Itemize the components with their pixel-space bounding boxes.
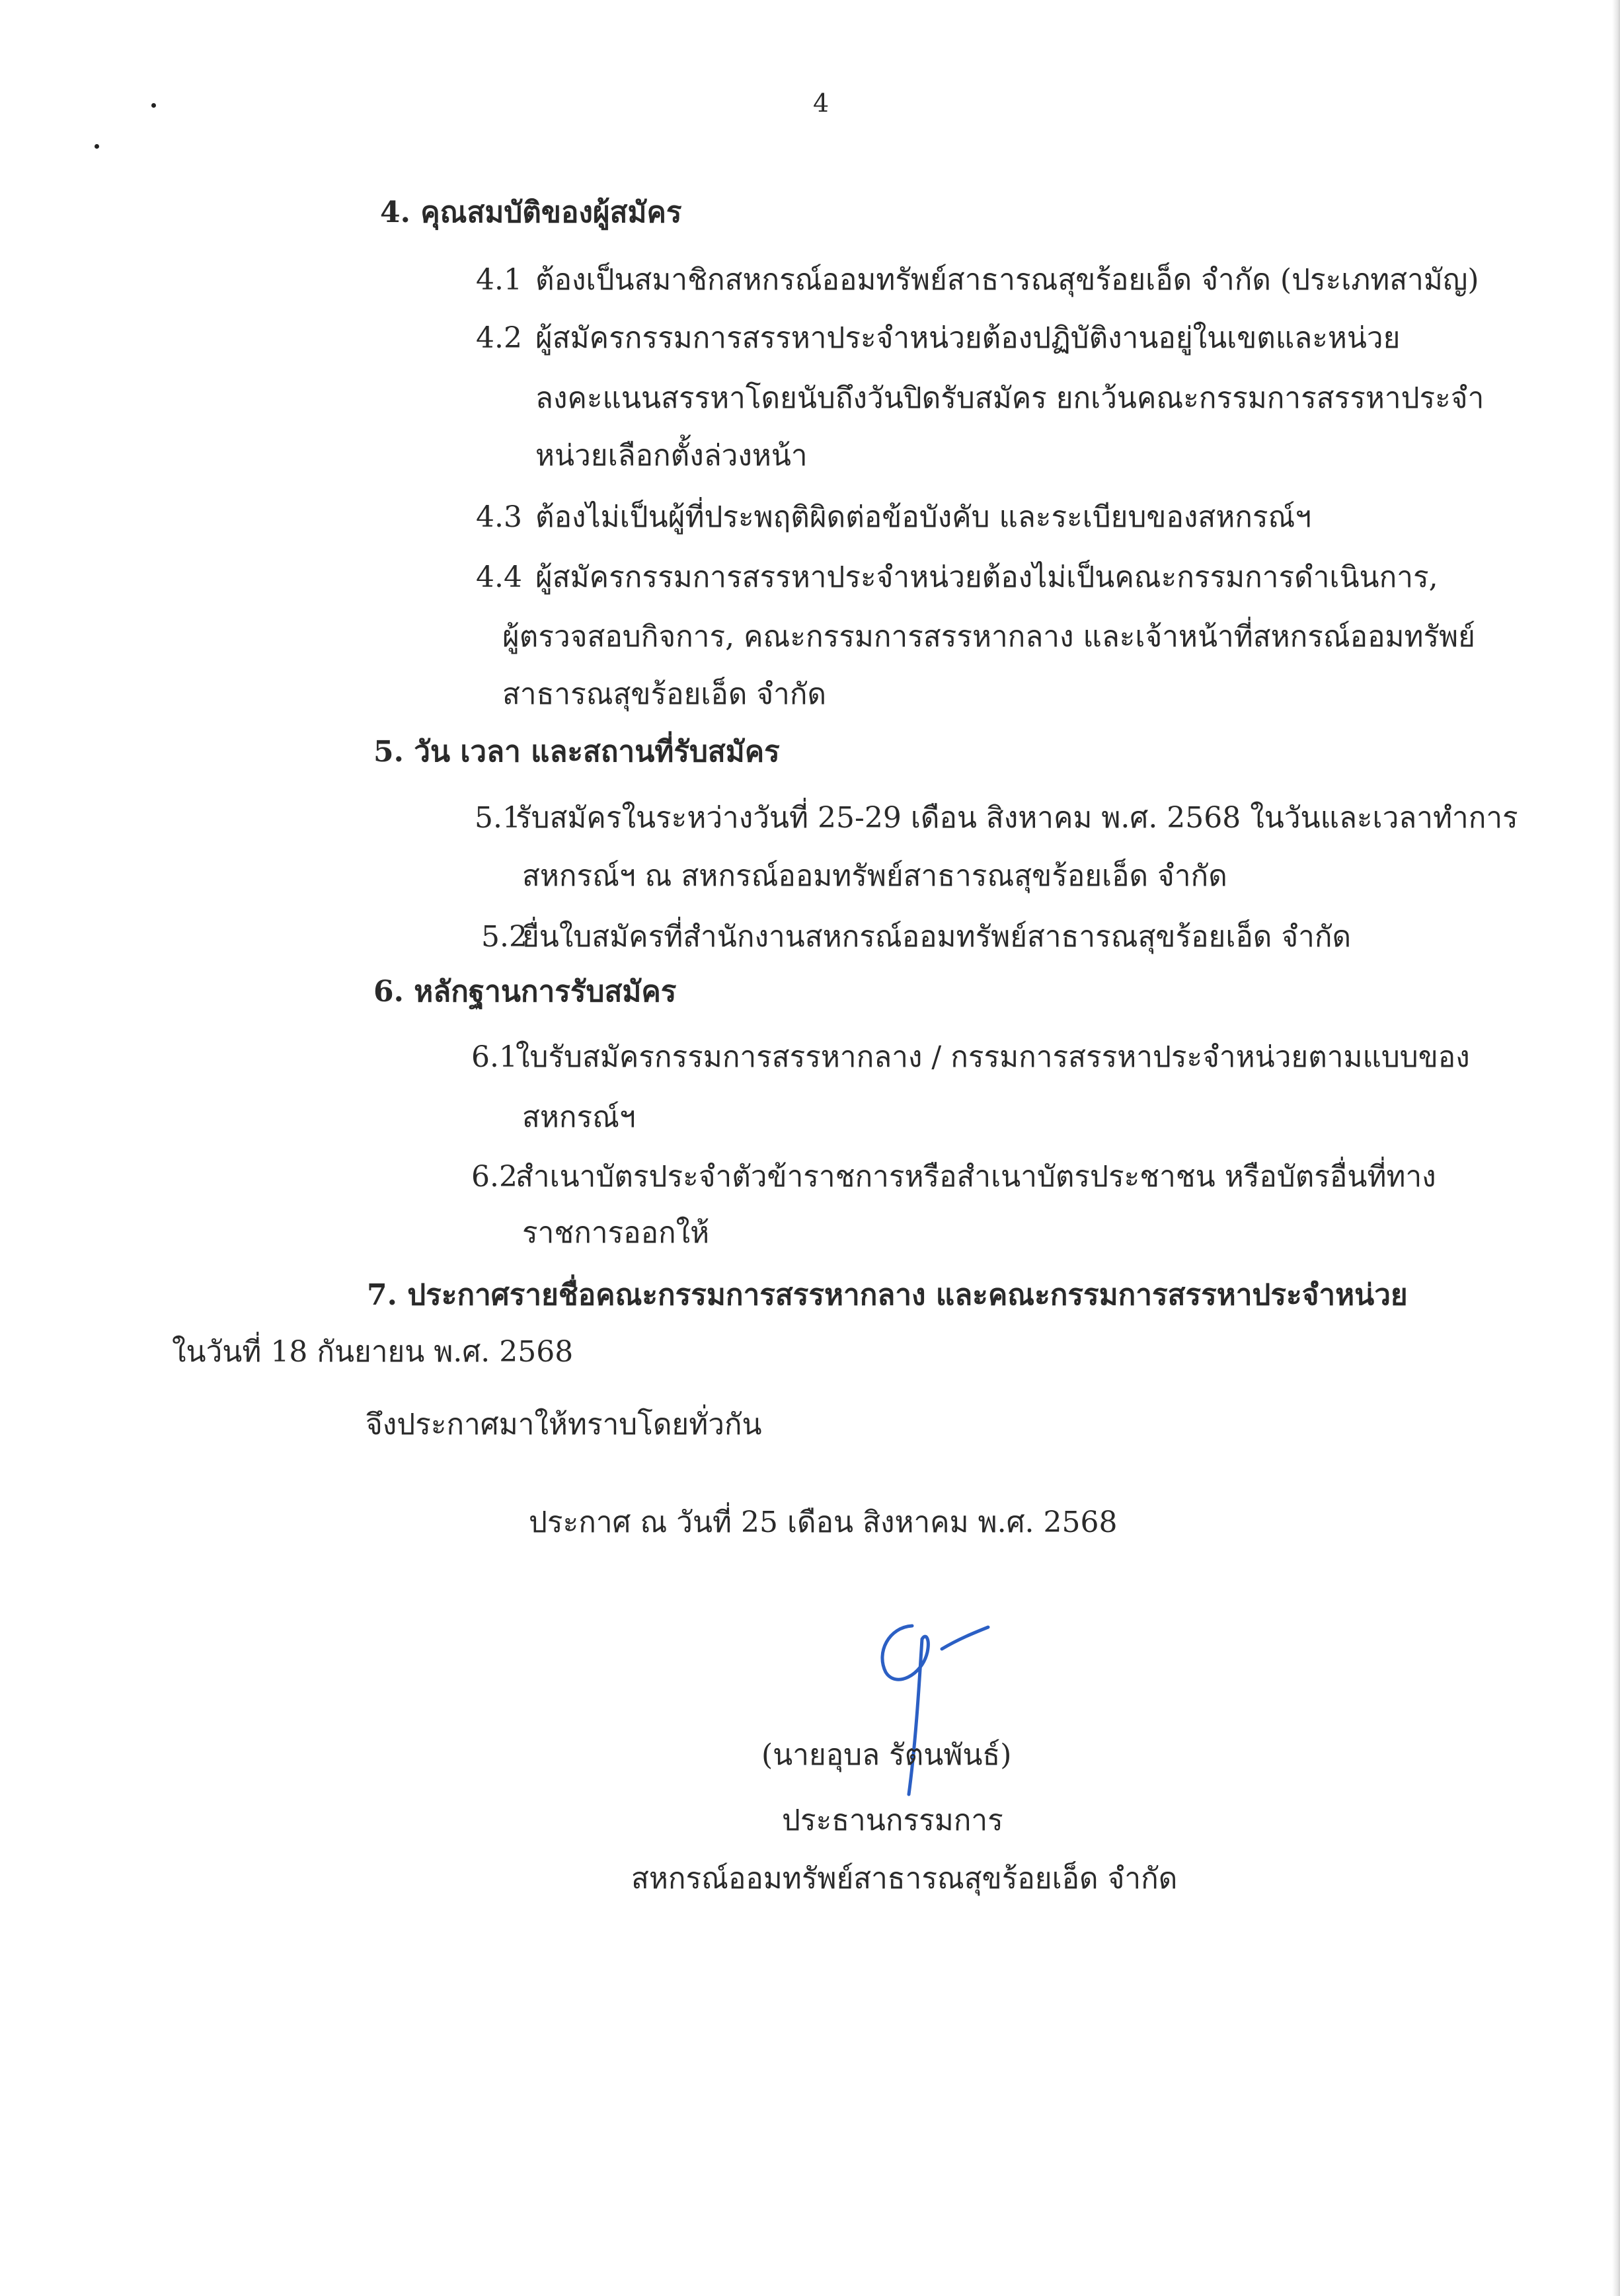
item-5-1-text-line-1: รับสมัครในระหว่างวันที่ 25-29 เดือน สิงหาคม พ.ศ. 2568 ในวันและเวลาทำการ bbox=[516, 801, 1518, 835]
item-4-4-text-line-1: ผู้สมัครกรรมการสรรหาประจำหน่วยต้องไม่เป็นคณะกรรมการดำเนินการ, bbox=[535, 560, 1438, 594]
item-5-2-number: 5.2 bbox=[481, 920, 527, 954]
item-4-2-number: 4.2 bbox=[476, 321, 522, 355]
signature-mark bbox=[849, 1613, 1001, 1804]
section-4-heading: 4. คุณสมบัติของผู้สมัคร bbox=[380, 196, 682, 229]
item-6-1-number: 6.1 bbox=[471, 1040, 518, 1074]
section-6-heading: 6. หลักฐานการรับสมัคร bbox=[373, 975, 677, 1009]
item-6-1-text-line-1: ใบรับสมัครกรรมการสรรหากลาง / กรรมการสรรหาประจำหน่วยตามแบบของ bbox=[516, 1040, 1470, 1074]
signatory-position: ประธานกรรมการ bbox=[782, 1804, 1003, 1837]
scan-speck bbox=[151, 103, 156, 108]
item-4-4-text-line-2: ผู้ตรวจสอบกิจการ, คณะกรรมการสรรหากลาง และเจ้าหน้าที่สหกรณ์ออมทรัพย์ bbox=[502, 620, 1475, 654]
item-4-4-number: 4.4 bbox=[476, 560, 522, 594]
scan-speck bbox=[95, 144, 99, 149]
signatory-name: (นายอุบล รัตนพันธ์) bbox=[761, 1738, 1012, 1772]
item-6-2-text-line-2: ราชการออกให้ bbox=[522, 1216, 710, 1250]
announcement-date: ประกาศ ณ วันที่ 25 เดือน สิงหาคม พ.ศ. 2568 bbox=[529, 1506, 1118, 1539]
item-4-2-text-line-1: ผู้สมัครกรรมการสรรหาประจำหน่วยต้องปฏิบัติงานอยู่ในเขตและหน่วย bbox=[535, 321, 1401, 355]
item-6-2-number: 6.2 bbox=[471, 1160, 518, 1194]
item-4-1-text: ต้องเป็นสมาชิกสหกรณ์ออมทรัพย์สาธารณสุขร้อยเอ็ด จำกัด (ประเภทสามัญ) bbox=[535, 263, 1479, 297]
item-4-3-number: 4.3 bbox=[476, 500, 522, 534]
item-5-1-text-line-2: สหกรณ์ฯ ณ สหกรณ์ออมทรัพย์สาธารณสุขร้อยเอ็ด จำกัด bbox=[522, 859, 1227, 893]
item-6-1-text-line-2: สหกรณ์ฯ bbox=[522, 1100, 636, 1134]
section-7-heading: 7. ประกาศรายชื่อคณะกรรมการสรรหากลาง และคณะกรรมการสรรหาประจำหน่วย bbox=[367, 1278, 1408, 1312]
item-4-3-text: ต้องไม่เป็นผู้ที่ประพฤติผิดต่อข้อบังคับ และระเบียบของสหกรณ์ฯ bbox=[535, 500, 1312, 534]
item-5-1-number: 5.1 bbox=[475, 801, 521, 835]
closing-notice: จึงประกาศมาให้ทราบโดยทั่วกัน bbox=[366, 1408, 762, 1441]
item-5-2-text: ยื่นใบสมัครที่สำนักงานสหกรณ์ออมทรัพย์สาธารณสุขร้อยเอ็ด จำกัด bbox=[522, 920, 1352, 954]
section-7-date: ในวันที่ 18 กันยายน พ.ศ. 2568 bbox=[172, 1335, 574, 1369]
section-5-heading: 5. วัน เวลา และสถานที่รับสมัคร bbox=[373, 735, 780, 769]
item-4-2-text-line-2: ลงคะแนนสรรหาโดยนับถึงวันปิดรับสมัคร ยกเว้นคณะกรรมการสรรหาประจำ bbox=[535, 381, 1485, 415]
page-number: 4 bbox=[813, 89, 829, 118]
item-4-4-text-line-3: สาธารณสุขร้อยเอ็ด จำกัด bbox=[502, 677, 827, 711]
item-4-1-number: 4.1 bbox=[476, 263, 522, 297]
signatory-organization: สหกรณ์ออมทรัพย์สาธารณสุขร้อยเอ็ด จำกัด bbox=[631, 1862, 1178, 1895]
item-4-2-text-line-3: หน่วยเลือกตั้งล่วงหน้า bbox=[535, 439, 808, 473]
item-6-2-text-line-1: สำเนาบัตรประจำตัวข้าราชการหรือสำเนาบัตรประชาชน หรือบัตรอื่นที่ทาง bbox=[516, 1160, 1436, 1194]
scan-edge-shadow bbox=[1612, 0, 1620, 2296]
